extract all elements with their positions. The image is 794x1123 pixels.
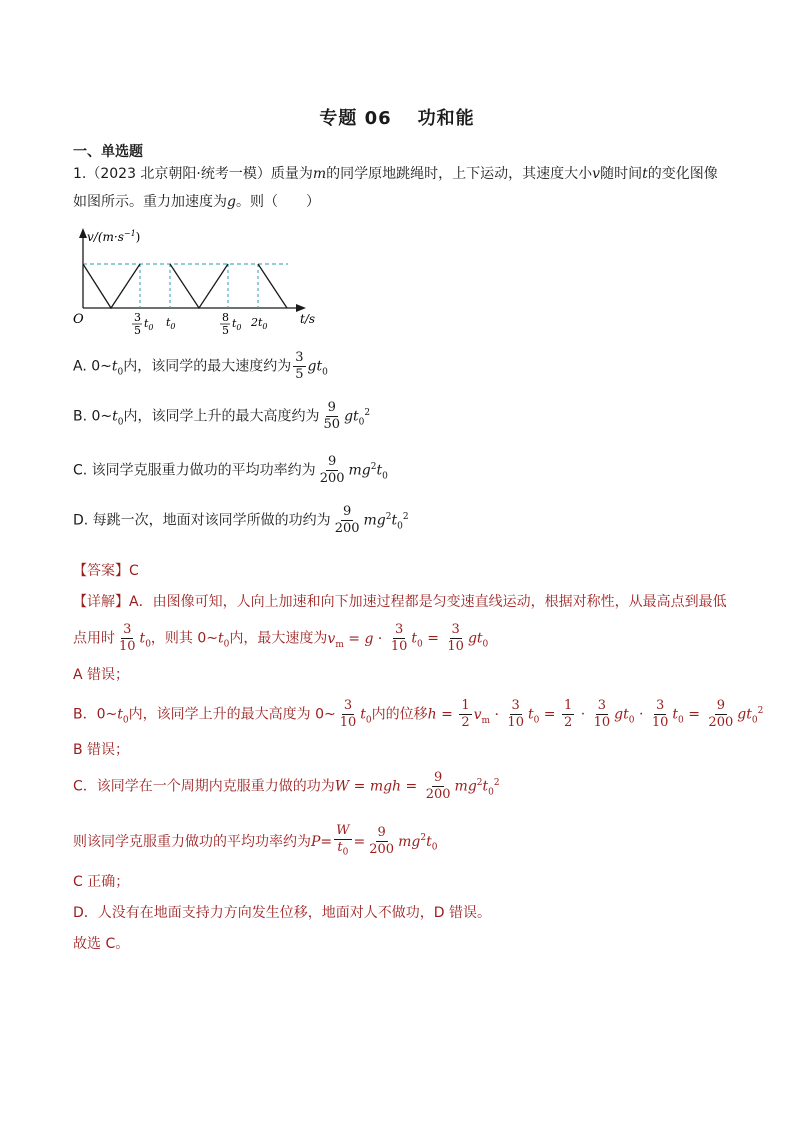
y-axis-arrow [79, 228, 87, 238]
tick-label-8-5-den: 5 [222, 324, 229, 337]
origin-label: O [73, 312, 84, 327]
velocity-curve-3 [258, 264, 287, 308]
analysis-d-line: D．人没有在地面支持力方向发生位移，地面对人不做功，D 错误。 [73, 905, 492, 921]
tick-label-t0: $t_0$ [166, 316, 176, 331]
tick-label-8-5-t: $t_0$ [232, 317, 242, 332]
option-b[interactable]: B. $0\sim t_0$内，该同学上升的最大高度约为 $\frac{9}{50}$ $gt_0^2$ [73, 400, 371, 432]
analysis-c-line1: C．该同学在一个周期内克服重力做的功为W = mgh = $\frac{9}{200}$ $mg^2t_0^2$ [73, 770, 500, 802]
page-title [0, 104, 794, 130]
x-axis-label: t/s [300, 312, 316, 326]
analysis-c-result: C 正确； [73, 874, 130, 890]
section-heading: 一、单选题 [73, 144, 143, 160]
analysis-label: 【详解】 [73, 594, 129, 610]
answer-line [73, 561, 139, 581]
tick-label-2t0: $2t_0$ [251, 316, 268, 331]
answer-label: 【答案】 [73, 563, 129, 579]
analysis-a-line1: 【详解】A．由图像可知，人向上加速和向下加速过程都是匀变速直线运动，根据对称性，从最高点到最低 [73, 594, 727, 610]
title-topic-number: 专题 06 [319, 108, 392, 129]
analysis-b-result: B 错误； [73, 742, 130, 758]
x-axis-arrow [296, 304, 306, 312]
analysis-a-result: A 错误； [73, 667, 130, 683]
analysis-b-line: B．$0\sim t_0$内，该同学上升的最大高度为 0~ $\frac{3}{10}$ $t_0$内的位移h = $\frac{1}{2}$ $v_m$ · $\frac{3}{10}$ $t_0$ = $\frac{1}{2}$ · $\frac{3}{10}$ $gt_0$ · $\frac{3}{10}$ $t_0$ = $\frac{9}{200}$ $gt_0^2$ [73, 698, 764, 730]
velocity-curve [83, 264, 140, 308]
option-d[interactable]: D. 每跳一次，地面对该同学所做的功约为 $\frac{9}{200}$ $mg^2t_0^2$ [73, 504, 409, 536]
analysis-c-line2: 则该同学克服重力做功的平均功率约为P= $\frac{W}{t_0}$ = $\frac{9}{200}$ $mg^2t_0$ [73, 823, 438, 858]
title-topic-name: 功和能 [417, 108, 475, 129]
analysis-a-line2: 点用时 $\frac{3}{10}$ $t_0$，则其 $0\sim t_0$内，最大速度为$v_m = g$ · $\frac{3}{10}$ $t_0$ = $\frac{3}{10}$ $gt_0$ [73, 622, 489, 654]
tick-label-3-5-t: $t_0$ [144, 317, 154, 332]
tick-label-8-5-num: 8 [222, 311, 229, 324]
answer-value: C [129, 563, 139, 579]
question-stem-line2: 如图所示。重力加速度为g。则（ ） [73, 194, 320, 210]
option-c[interactable]: C. 该同学克服重力做功的平均功率约为 $\frac{9}{200}$ $mg^2t_0$ [73, 454, 388, 486]
analysis-final: 故选 C。 [73, 936, 130, 952]
question-stem-line1: 1.（2023 北京朝阳·统考一模）质量为m的同学原地跳绳时，上下运动，其速度大小v随时间t的变化图像 [73, 166, 718, 182]
velocity-curve-2 [170, 264, 228, 308]
tick-label-3-5-den: 5 [134, 324, 141, 337]
velocity-time-graph [70, 226, 330, 338]
y-axis-label: $v/(m\cdot s^{-1})$ [87, 229, 141, 244]
option-a[interactable]: A. $0\sim t_0$内，该同学的最大速度约为 $\frac{3}{5}$ $gt_0$ [73, 350, 328, 382]
tick-label-3-5-num: 3 [134, 311, 141, 324]
